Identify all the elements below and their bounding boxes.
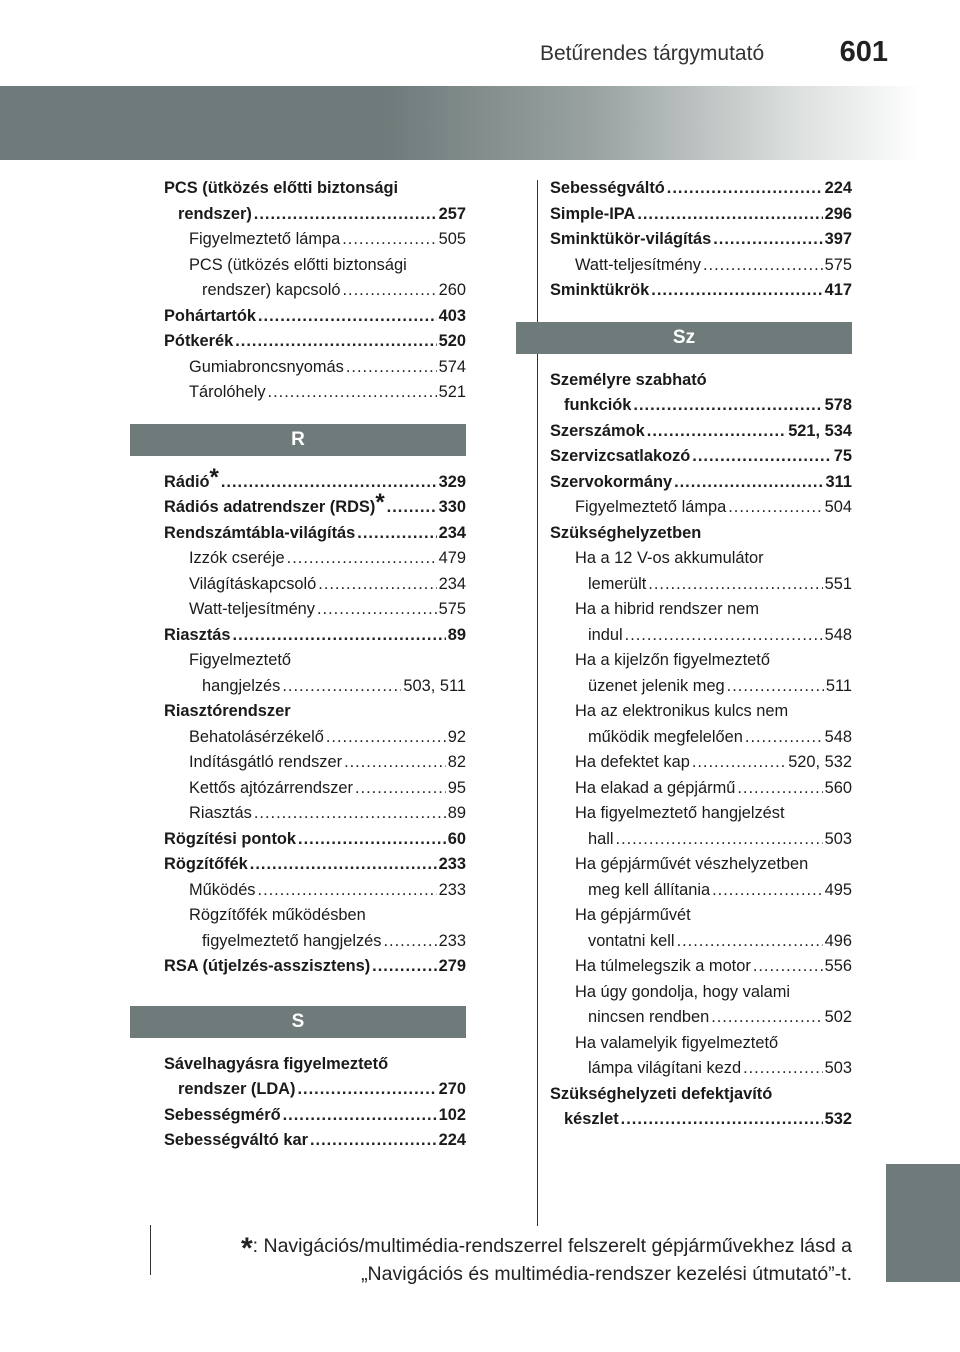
entry-page-ref: 403 [438,306,466,325]
entry-term: Figyelmeztető lámpa [189,230,341,248]
entry-term: Indításgátló rendszer [189,753,343,771]
index-entry [164,202,466,228]
entry-page-ref: 417 [824,281,852,299]
right-column [550,176,852,1133]
entry-page-ref: 270 [438,1080,466,1098]
entry-term: Sávelhagyásra figyelmeztető [164,1054,389,1073]
entry-term: Behatolásérzékelő [189,727,324,746]
index-entry [164,278,466,304]
dot-leader [384,929,437,955]
index-entry [550,903,852,929]
index-entry [550,521,852,547]
dot-leader [310,1128,437,1154]
entry-term: Tárolóhely [189,383,266,401]
entry-term: Ha figyelmeztető hangjelzést [575,804,785,822]
entry-term: meg kell állítania [588,880,711,899]
entry-term: Ha a hibrid rendszer nem [575,600,760,618]
entry-term: lámpa világítani kezd [588,1059,742,1077]
entry-term: Szükséghelyzeti defektjavító [550,1084,773,1103]
index-entry [550,393,852,419]
entry-page-ref: 578 [824,396,852,414]
footnote [190,1232,852,1288]
index-entry [550,253,852,279]
index-entry [164,355,466,381]
entry-term: Szükséghelyzetben [550,523,702,542]
dot-leader [745,725,823,751]
entry-page-ref: 548 [824,727,852,746]
dot-leader [342,227,436,253]
entry-page-ref: 511 [825,676,852,695]
dot-leader [283,1103,437,1129]
index-entry [550,674,852,700]
dot-leader [317,597,437,623]
entry-page-ref: 233 [438,880,466,899]
index-entry [550,648,852,674]
index-entry [550,176,852,202]
dot-leader [235,329,436,355]
dot-leader [372,954,436,980]
index-entry [550,699,852,725]
entry-term: Rögzítési pontok [164,829,297,848]
entry-page-ref: 548 [824,625,852,644]
entry-page-ref: 296 [824,204,852,223]
entry-page-ref: 397 [824,230,852,248]
dot-leader [737,776,822,802]
dot-leader [221,470,437,496]
entry-term: PCS (ütközés előtti biztonsági [164,179,399,197]
dot-leader [346,355,437,381]
index-entry [164,521,466,547]
index-entry [550,750,852,776]
entry-page-ref: 257 [438,204,466,223]
entry-page-ref: 520, 532 [788,753,852,771]
entry-page-ref: 505 [438,230,466,248]
entry-page-ref: 89 [447,625,466,644]
index-entry [164,176,466,202]
entry-page-ref: 330 [438,498,466,516]
entry-term: rendszer) kapcsoló [202,281,341,299]
entry-page-ref: 260 [438,281,466,299]
footnote-line-2: „Navigációs és multimédia-rendszer kezelési útmutató”-t. [361,1263,852,1285]
entry-page-ref: 503 [824,1059,852,1077]
entry-term: Ha az elektronikus kulcs nem [575,702,789,720]
dot-leader [254,801,446,827]
entry-term: PCS (ütközés előtti biztonsági [189,255,407,274]
dot-leader [233,623,446,649]
entry-page-ref: 92 [447,727,466,746]
entry-page-ref: 479 [438,549,466,567]
entry-term: Riasztórendszer [164,702,291,720]
entry-page-ref: 575 [438,600,466,618]
entry-term: Simple-IPA [550,204,636,223]
entry-page-ref: 502 [824,1008,852,1026]
entry-term: indul [588,625,623,644]
entry-term: Ha a kijelzőn figyelmeztető [575,651,770,669]
index-entry [550,801,852,827]
index-entry [164,253,466,279]
entry-term: Szervokormány [550,472,673,491]
dot-leader [625,623,823,649]
entry-term: rendszer) [178,204,252,223]
section-heading-r: R [130,424,466,456]
entry-page-ref: 503, 511 [403,676,466,695]
index-entry [550,954,852,980]
index-entry [164,648,466,674]
header-band [0,86,960,160]
dot-leader [711,1005,822,1031]
footnote-rule [150,1225,151,1275]
index-entry [550,202,852,228]
dot-leader [677,929,823,955]
index-entry [164,304,466,330]
entry-term: Pohártartók [164,306,256,325]
index-entry [550,776,852,802]
entry-term: Rögzítőfék működésben [189,906,366,924]
index-entry [164,1077,466,1103]
index-entry [550,495,852,521]
section-heading-s: S [130,1006,466,1038]
index-entry [164,572,466,598]
index-entry [164,623,466,649]
dot-leader [342,278,436,304]
index-entry [164,776,466,802]
index-entry [550,1056,852,1082]
index-entry [550,623,852,649]
dot-leader [318,572,436,598]
entry-term: Sebességváltó kar [164,1131,308,1149]
index-entry [164,852,466,878]
index-entry [164,750,466,776]
entry-term: Világításkapcsoló [189,574,317,593]
entry-term: Szervizcsatlakozó [550,447,691,465]
dot-leader [326,725,446,751]
index-entry [550,597,852,623]
entry-term: Riasztás [189,804,252,822]
dot-leader [637,202,822,228]
entry-page-ref: 520 [438,332,466,350]
index-entry [164,380,466,406]
entry-page-ref: 60 [447,829,466,848]
entry-page-ref: 521, 534 [788,421,852,440]
dot-leader [355,776,446,802]
dot-leader [692,750,786,776]
index-entry [550,878,852,904]
dot-leader [651,278,822,304]
dot-leader [667,176,823,202]
entry-term: Kettős ajtózárrendszer [189,778,353,797]
index-entry [550,852,852,878]
dot-leader [674,470,823,496]
entry-group-r [164,463,466,980]
entry-term: működik megfelelően [588,727,743,746]
entry-term: lemerült [588,574,647,593]
index-entry [164,878,466,904]
dot-leader [753,954,823,980]
index-entry [550,1031,852,1057]
index-entry [550,368,852,394]
dot-leader [647,419,786,445]
dot-leader [648,572,822,598]
entry-page-ref: 224 [824,179,852,197]
dot-leader [728,495,822,521]
entry-page-ref: 279 [438,957,466,975]
index-entry [164,597,466,623]
dot-leader [250,852,437,878]
dot-leader [258,878,437,904]
entry-term: Gumiabroncsnyomás [189,357,344,376]
index-entry [164,929,466,955]
entry-term: Pótkerék [164,332,234,350]
entry-page-ref: 551 [824,574,852,593]
index-entry [550,278,852,304]
entry-term: üzenet jelenik meg [588,676,725,695]
entry-page-ref: 95 [447,778,466,797]
entry-term: Személyre szabható [550,370,707,389]
index-entry [164,725,466,751]
entry-page-ref: 504 [824,498,852,516]
chapter-tab [886,1164,960,1282]
entry-term: figyelmeztető hangjelzés [202,931,382,950]
index-entry: Rádiós adatrendszer (RDS) * ..... 330 [164,495,466,521]
entry-term: Ha defektet kap [575,753,690,771]
footnote-star: * [240,1232,253,1265]
entry-page-ref: 89 [447,804,466,822]
entry-group-p [164,176,466,406]
entry-page-ref: 556 [824,957,852,975]
index-entry [550,827,852,853]
dot-leader [298,827,446,853]
entry-page-ref: 75 [833,447,852,465]
entry-term: Riasztás [164,625,231,644]
index-entry [164,1052,466,1078]
index-entry [164,699,466,725]
index-entry [550,470,852,496]
dot-leader [344,750,446,776]
index-entry [550,419,852,445]
entry-page-ref: 82 [447,753,466,771]
index-entry [164,801,466,827]
dot-leader [616,827,823,853]
index-entry [550,725,852,751]
entry-term: Ha a 12 V-os akkumulátor [575,549,764,567]
index-entry [164,546,466,572]
dot-leader [633,393,822,419]
left-column [164,176,466,1154]
entry-page-ref: 102 [438,1105,466,1124]
entry-term: Rendszámtábla-világítás [164,523,356,542]
entry-term: Sminktükör-világítás [550,230,712,248]
dot-leader [703,253,823,279]
dot-leader [387,495,437,521]
entry-group-sz [550,368,852,1133]
entry-term: Sebességváltó [550,179,665,197]
entry-page-ref: 234 [438,574,466,593]
entry-term: Rádiós adatrendszer (RDS) [164,498,376,516]
index-entry [164,827,466,853]
entry-term: rendszer (LDA) [178,1080,296,1098]
index-entry [164,674,466,700]
entry-page-ref: 224 [438,1131,466,1149]
index-entry [550,444,852,470]
page-number: 601 [839,36,888,68]
dot-leader [254,202,437,228]
section-heading-sz: Sz [516,322,852,354]
entry-term: Watt-teljesítmény [189,600,315,618]
index-entry [164,227,466,253]
entry-term: hall [588,829,614,848]
page-header [0,0,960,78]
index-entry [164,1128,466,1154]
entry-term: Sebességmérő [164,1105,281,1124]
entry-term: Ha gépjárművét [575,906,691,924]
entry-page-ref: 311 [825,472,852,491]
index-entry [164,903,466,929]
dot-leader [297,1077,436,1103]
index-entry [550,980,852,1006]
entry-group-s [164,1052,466,1154]
entry-page-ref: 495 [824,880,852,899]
entry-page-ref: 574 [438,357,466,376]
index-entry [550,546,852,572]
dot-leader [268,380,437,406]
dot-leader [258,304,437,330]
index-entry [550,929,852,955]
entry-term: Watt-teljesítmény [575,255,701,274]
entry-page-ref: 329 [438,472,466,491]
entry-page-ref: 532 [824,1110,852,1128]
entry-term: vontatni kell [588,931,675,950]
entry-page-ref: 233 [438,855,466,873]
entry-term: hangjelzés [202,676,281,695]
dot-leader [743,1056,823,1082]
entry-page-ref: 233 [438,931,466,950]
dot-leader [357,521,436,547]
index-entry [550,1082,852,1108]
dot-leader [692,444,831,470]
dot-leader [712,878,823,904]
footnote-line-1: : Navigációs/multimédia-rendszerrel felszerelt gépjárművekhez lásd a [252,1235,852,1257]
entry-term: készlet [564,1110,619,1128]
index-entry [164,954,466,980]
entry-page-ref: 503 [824,829,852,848]
index-entry [164,329,466,355]
entry-page-ref: 575 [824,255,852,274]
entry-page-ref: 496 [824,931,852,950]
index-entry [550,227,852,253]
entry-page-ref: 234 [438,523,466,542]
entry-term: Sminktükrök [550,281,650,299]
index-entry [550,572,852,598]
entry-term: Szerszámok [550,421,645,440]
entry-term: Ha gépjárművét vészhelyzetben [575,855,809,873]
entry-term: Rádió [164,472,210,491]
entry-term: RSA (útjelzés-asszisztens) [164,957,371,975]
dot-leader [282,674,401,700]
entry-term: Ha elakad a gépjármű [575,778,736,797]
entry-term: Figyelmeztető [189,651,292,669]
index-entry [164,1103,466,1129]
entry-page-ref: 560 [824,778,852,797]
entry-term: Ha valamelyik figyelmeztető [575,1033,779,1052]
entry-term: Működés [189,880,256,899]
entry-term: Rögzítőfék [164,855,248,873]
entry-term: Izzók cseréje [189,549,285,567]
entry-term: Figyelmeztető lámpa [575,498,727,516]
index-entry [550,1107,852,1133]
dot-leader [727,674,824,700]
index-entry [550,1005,852,1031]
dot-leader [713,227,822,253]
running-title: Betűrendes tárgymutató [540,42,765,65]
entry-group-s-cont [550,176,852,304]
entry-term: funkciók [564,396,632,414]
entry-term: Ha úgy gondolja, hogy valami [575,982,791,1001]
dot-leader [621,1107,823,1133]
index-entry: Rádió * ..... 329 [164,470,466,496]
entry-term: Ha túlmelegszik a motor [575,957,751,975]
entry-page-ref: 521 [438,383,466,401]
entry-term: nincsen rendben [588,1008,710,1026]
dot-leader [287,546,437,572]
